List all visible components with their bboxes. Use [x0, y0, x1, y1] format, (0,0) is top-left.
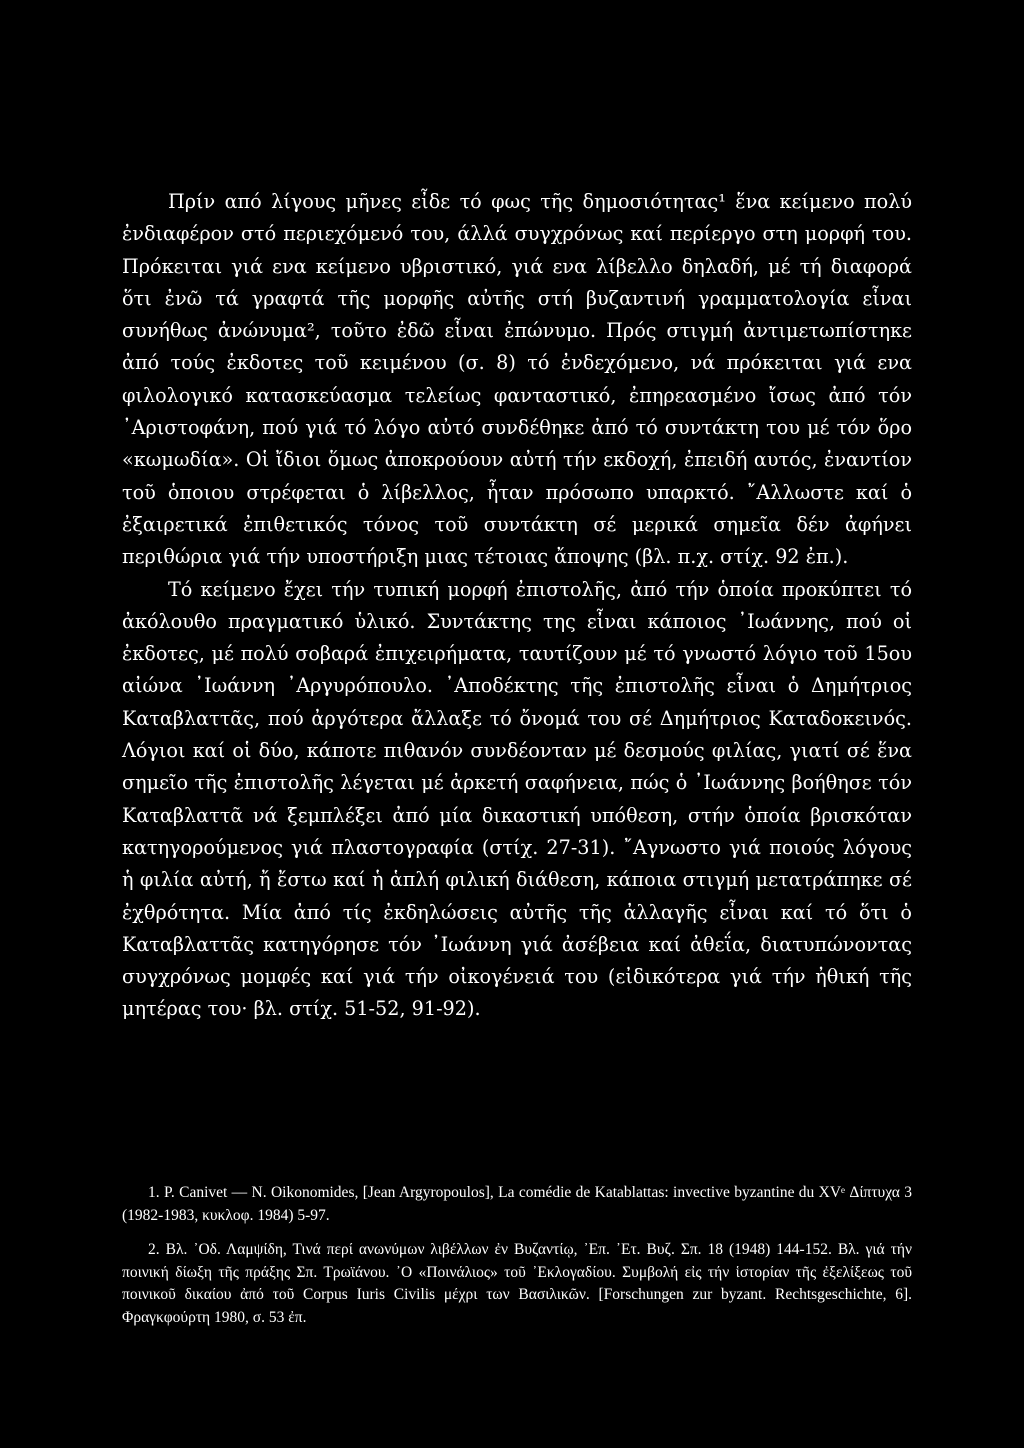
paragraph-1: Πρίν από λίγους μῆνες εἶδε τό φως τῆς δημοσιότητας¹ ἕνα κείμενο πολύ ἐνδιαφέρον στό περιεχόμενό του, άλλά συγχρόνως καί περίεργο στη μορφή του. Πρόκειται γιά ενα κείμενο υβριστικό, γιά ενα λίβελλο δηλαδή, μέ τή διαφορά ὅτι ἐνῶ τά γραφτά τῆς μορφῆς αὐτῆς στή βυζαντινή γραμματολογία εἶναι συνήθως ἀνώνυμα², τοῦτο ἐδῶ εἶναι ἐπώνυμο. Πρός στιγμή ἀντιμετωπίστηκε ἀπό τούς ἐκδοτες τοῦ κειμένου (σ. 8) τό ἐνδεχόμενο, νά πρόκειται γιά ενα φιλολογικό κατασκεύασμα τελείως φανταστικό, ἐπηρεασμένο ἴσως ἀπό τόν ᾿Αριστοφάνη, πού γιά τό λόγο αὐτό συνδέθηκε ἀπό τό συντάκτη του μέ τόν ὅρο «κωμωδία». Οἱ ἴδιοι ὅμως ἀποκρούουν αὐτή τήν εκδοχή, ἐπειδή αυτός, ἐναντίον τοῦ ὁποιου στρέφεται ὁ λίβελλος, ἦταν πρόσωπο υπαρκτό. ῎Αλλωστε καί ὁ ἐξαιρετικά ἐπιθετικός τόνος τοῦ συντάκτη σέ μερικά σημεῖα δέν ἀφήνει περιθώρια γιά τήν υποστήριξη μιας τέτοιας ἄποψης (βλ. π.χ. στίχ. 92 ἐπ.).	[122, 190, 912, 569]
main-text	[122, 186, 912, 1026]
paragraph-2: Τό κείμενο ἔχει τήν τυπική μορφή ἐπιστολῆς, ἀπό τήν ὁποία προκύπτει τό ἀκόλουθο πραγματικό ὑλικό. Συντάκτης της εἶναι κάποιος ᾿Ιωάννης, πού οἱ ἐκδοτες, μέ πολύ σοβαρά ἐπιχειρήματα, ταυτίζουν μέ τό γνωστό λόγιο τοῦ 15ου αἰώνα ᾿Ιωάννη ᾿Αργυρόπουλο. ᾿Αποδέκτης τῆς ἐπιστολῆς εἶναι ὁ Δημήτριος Καταβλαττᾶς, πού ἀργότερα ἄλλαξε τό ὄνομά του σέ Δημήτριος Καταδοκεινός. Λόγιοι καί οἱ δύο, κάποτε πιθανόν συνδέονταν μέ δεσμούς φιλίας, γιατί σέ ἕνα σημεῖο τῆς ἐπιστολῆς λέγεται μέ ἀρκετή σαφήνεια, πώς ὁ ᾿Ιωάννης βοήθησε τόν Καταβλαττᾶ νά ξεμπλέξει ἀπό μία δικαστική υπόθεση, στήν ὁποία βρισκόταν κατηγορούμενος γιά πλαστογραφία (στίχ. 27-31). ῎Αγνωστο γιά ποιούς λόγους ἡ φιλία αὐτή, ἤ ἔστω καί ἡ ἁπλή φιλική διάθεση, κάποια στιγμή μετατράπηκε σέ ἐχθρότητα. Μία ἀπό τίς ἐκδηλώσεις αὐτῆς τῆς ἀλλαγῆς εἶναι καί τό ὅτι ὁ Καταβλαττᾶς κατηγόρησε τόν ᾿Ιωάννη γιά ἀσέβεια καί ἀθεΐα, διατυπώνοντας συγχρόνως μομφές καί γιά τήν οἰκογένειά του (εἰδικότερα γιά τήν ἠθική τῆς μητέρας του· βλ. στίχ. 51-52, 91-92).	[122, 577, 912, 1021]
footnotes	[122, 1182, 912, 1338]
footnote-2: 2. Βλ. ᾿Οδ. Λαμψίδη, Τινά περί ανωνύμων λιβέλλων ἐν Βυζαντίῳ, ᾿Επ. ᾿Ετ. Βυζ. Σπ. 18 (1948) 144-152. Βλ. γιά τήν ποινική δίωξη τῆς πράξης Σπ. Τρωϊάνου. ᾿Ο «Ποινάλιος» τοῦ ᾿Εκλογαδίου. Συμβολή εἰς τήν ἱστορίαν τῆς ἐξελίξεως τοῦ ποινικοῦ δικαίου ἀπό τοῦ Corpus Iuris Civilis μέχρι των Βασιλικῶν. [Forschungen zur byzant. Rechtsgeschichte, 6]. Φραγκφούρτη 1980, σ. 53 ἐπ.	[122, 1241, 912, 1326]
footnote-1: 1. P. Canivet — N. Oikonomides, [Jean Argyropoulos], La comédie de Katablattas: invective byzantine du XVᵉ Δίπτυχα 3 (1982-1983, κυκλοφ. 1984) 5-97.	[122, 1184, 912, 1224]
